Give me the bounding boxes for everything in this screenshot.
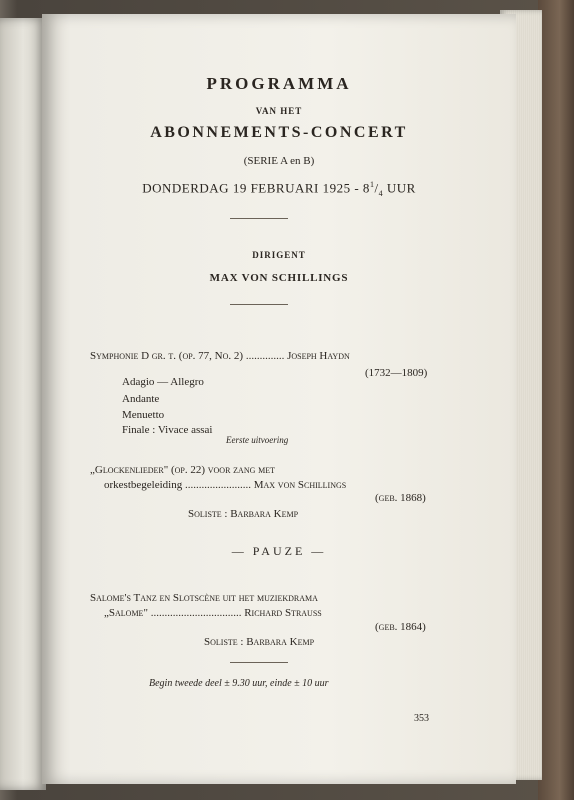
movement: Finale : Vivace assai [122,424,213,436]
concert-name: ABONNEMENTS-CONCERT [150,124,408,141]
soloist-line: Soliste : Barbara Kemp [204,636,315,648]
dot-leader: .............. [245,350,285,362]
concert-date: DONDERDAG 19 FEBRUARI $1925 - 8^1/_4$ UUR [142,180,416,198]
date-prefix: DONDERDAG 19 FEBRUARI 1925 - 8 [142,180,370,196]
work-title: Symphonie D gr. t. (op. 77, No. 2) [90,350,244,362]
composer-years: (1732—1809) [365,367,428,379]
movement: Andante [122,393,160,405]
van-het-label: VAN HET [255,106,303,116]
program-item-salome: Salome's Tanz en Slotscène uit het muziekdrama [90,592,318,604]
book-spine [538,0,574,800]
page-title: PROGRAMMA [206,74,352,93]
composer-name: Max von Schillings [253,479,347,491]
divider-rule [230,662,288,663]
left-page [0,18,46,790]
work-title-cont: „Salome" [104,607,148,619]
dirigent-label: DIRIGENT [252,250,306,260]
movement: Menuetto [122,409,165,421]
soloist-line: Soliste : Barbara Kemp [188,508,299,520]
date-fraction-den: 4 [378,188,384,198]
composer-name: Richard Strauss [244,607,322,619]
divider-rule [230,304,288,305]
pauze-label: — PAUZE — [231,544,327,558]
performance-note: Eerste uitvoering [226,435,289,445]
movement: Adagio — Allegro [122,376,204,388]
program-item-glockenlieder-line2 [104,479,346,491]
date-suffix: UUR [383,180,416,196]
dot-leader: ................................. [150,607,242,619]
composer-years: (geb. 1864) [375,621,426,633]
program-item-haydn [90,350,350,362]
composer-name: Joseph Haydn [287,350,350,362]
composer-years: (geb. 1868) [375,492,426,504]
serie-label: (SERIE A en B) [243,155,315,167]
page-number: 353 [414,713,429,724]
program-item-glockenlieder: „Glockenlieder" (op. 22) voor zang met [90,464,276,476]
work-title-cont: orkestbegeleiding [104,479,183,491]
program-item-salome-line2 [104,607,322,619]
conductor-name: MAX VON SCHILLINGS [209,272,349,284]
date-fraction-num: 1 [369,180,375,189]
dot-leader: ........................ [184,479,251,491]
divider-rule [230,218,288,219]
book-page [42,14,516,784]
timing-note: Begin tweede deel ± 9.30 uur, einde ± 10 uur [149,678,329,689]
